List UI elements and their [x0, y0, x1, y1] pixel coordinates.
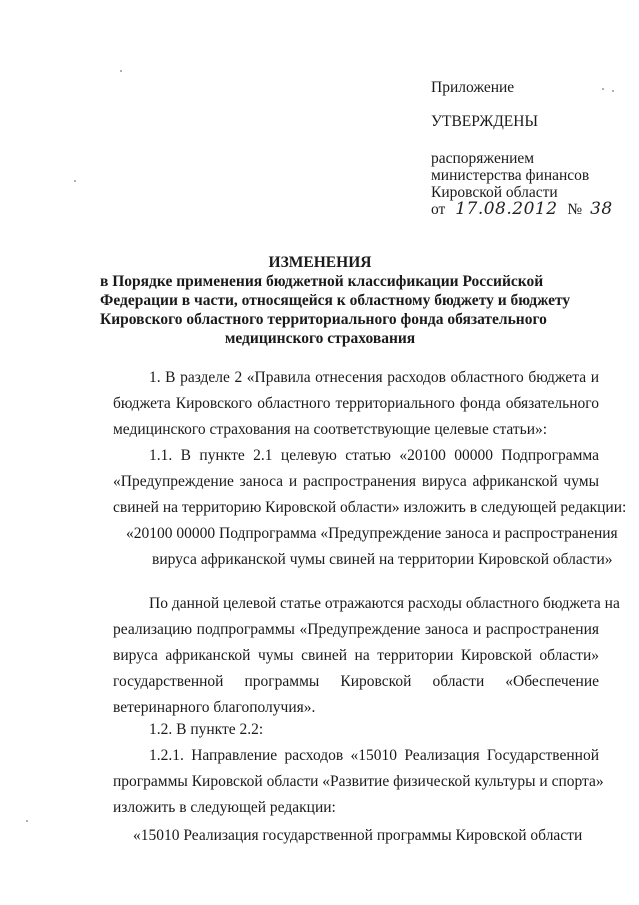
paragraph-1-2-1-line-2: программы Кировской области «Развитие физической культуры и спорта»	[113, 773, 604, 790]
quote-1-line-1: «20100 00000 Подпрограмма «Предупреждение заноса и распространения	[126, 525, 618, 542]
description-line-2: реализацию подпрограммы «Предупреждение заноса и распространения	[113, 621, 599, 638]
scan-speck	[26, 820, 28, 822]
paragraph-1-line-1: 1. В разделе 2 «Правила отнесения расходов областного бюджета и	[149, 369, 599, 386]
quote-2-line-1: «15010 Реализация государственной программы Кировской области	[133, 827, 583, 844]
heading-line-1: в Порядке применения бюджетной классификации Российской	[100, 273, 544, 290]
scan-speck	[602, 88, 604, 90]
paragraph-1-2-1-line-1: 1.2.1. Направление расходов «15010 Реализация Государственной	[149, 747, 599, 764]
handwritten-number: 38	[590, 199, 613, 219]
approved-label: УТВЕРЖДЕНЫ	[431, 113, 538, 130]
document-title: ИЗМЕНЕНИЯ	[268, 254, 372, 271]
description-line-3: вируса африканской чумы свиней на территории Кировской области»	[113, 647, 599, 664]
paragraph-1-line-3: медицинского страхования на соответствующие целевые статьи»:	[113, 421, 548, 438]
paragraph-1-1-line-3: свиней на территорию Кировской области» изложить в следующей редакции:	[113, 499, 627, 516]
paragraph-1-1-line-1: 1.1. В пункте 2.1 целевую статью «20100 00000 Подпрограмма	[149, 447, 599, 464]
number-prefix: №	[567, 201, 583, 218]
description-line-5: ветеринарного благополучия».	[113, 699, 316, 716]
scan-speck	[74, 180, 76, 182]
scan-speck	[612, 90, 614, 92]
paragraph-1-2: 1.2. В пункте 2.2:	[149, 721, 264, 738]
handwritten-date: 17.08.2012	[455, 199, 558, 219]
quote-1-line-2: вируса африканской чумы свиней на территории Кировской области»	[152, 551, 613, 568]
paragraph-1-line-2: бюджета Кировского областного территориального фонда обязательного	[113, 395, 599, 412]
order-line-3: Кировской области	[431, 184, 558, 201]
order-line-1: распоряжением	[431, 150, 535, 167]
scan-speck	[120, 70, 122, 72]
date-prefix: от	[431, 201, 446, 218]
heading-line-2: Федерации в части, относящейся к областному бюджету и бюджету	[100, 292, 571, 309]
order-date-line	[431, 200, 613, 219]
description-line-1: По данной целевой статье отражаются расходы областного бюджета на	[149, 595, 620, 612]
heading-line-4: медицинского страхования	[224, 330, 416, 347]
appendix-label: Приложение	[431, 79, 515, 96]
description-line-4: государственной программы Кировской области «Обеспечение	[113, 673, 599, 690]
paragraph-1-1-line-2: «Предупреждение заноса и распространения вируса африканской чумы	[113, 473, 599, 490]
order-line-2: министерства финансов	[431, 167, 590, 184]
heading-line-3: Кировского областного территориального фонда обязательного	[100, 311, 547, 328]
paragraph-1-2-1-line-3: изложить в следующей редакции:	[113, 799, 336, 816]
